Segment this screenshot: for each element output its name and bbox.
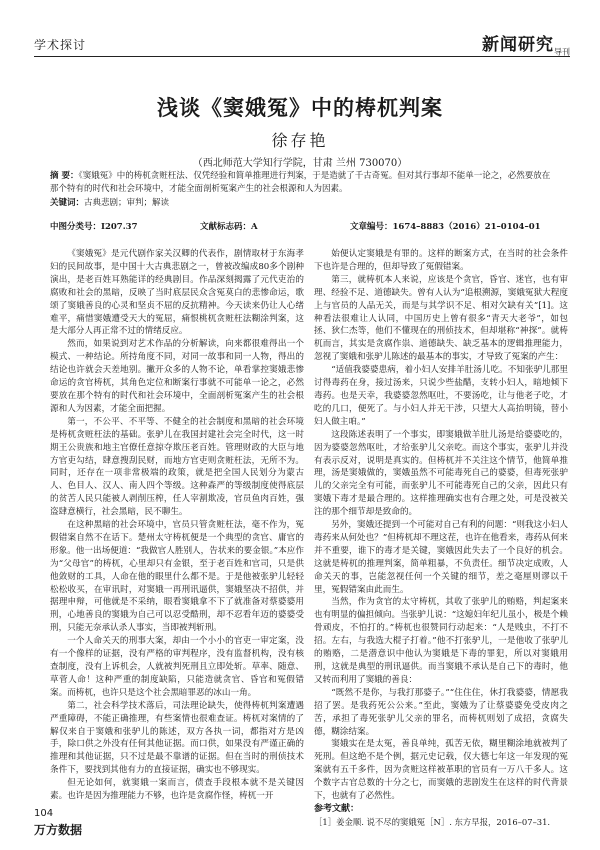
page-number: 104	[34, 808, 54, 819]
page-footer	[34, 808, 82, 838]
keywords-label: 关键词：	[50, 198, 85, 208]
paragraph: 然而，如果说到对艺术作品的分析解读，向来都很难得出一个模式、一种结论。所持角度不同，对同一故事和同一人物，得出的结论也许就会天差地别。撇开众多的人物不论，单看掌控窦娥悲惨命运的贪官梼杌，其角色定位和断案行事就不可能单一论之，必然要放在那个特有的时代和社会环境中，全面剖析冤案产生的社会根源和人为因素，才能全面把握。	[50, 339, 304, 414]
abstract-text: 《窦娥冤》中的梼杌贪赃枉法、仅凭经验和简单推理进行判案，于是造就了千古奇冤。但对其行事却不能单一论之，必然要放在那个特有的时代和社会环境中，才能全面剖析冤案产生的社会根源和人为因素。	[50, 171, 551, 194]
paragraph: 始便认定窦娥是有罪的。这样的断案方式，在当时的社会条件下也许是合理的，但却导致了冤假错案。	[314, 249, 568, 272]
database-watermark: 万方数据	[34, 823, 83, 837]
reference-item: ［1］姜金顺. 说不尽的窦娥冤［N］. 东方早报，2016–07–31.	[314, 816, 551, 827]
quote-paragraph: “既然不是你，与我打那婆子。”“住住住，休打我婆婆，情愿我招了罢。是我药死公公来。”至此，窦娥为了让蔡婆婆免受皮肉之苦，承担了毒死张驴儿父亲的罪名，而梼杌则划了成招，贪腐失德，糊涂结案。	[314, 687, 568, 737]
header-rule	[34, 56, 570, 57]
paragraph: 但无论如何，就窦娥一案而言，债查手段根本就不是关键因素。也许是因为推理能力不够，也许是贪腐作怪，梼杌一开	[50, 778, 304, 802]
paragraph: 一个人命关天的刑事大案，却由一个小小的官吏一审定案，没有一个像样的证据，没有严格的审判程序，没有监督机构，没有核查制度，没有上诉机会，人就被判死刑且立即处斩。草率、随意、草菅人命！这种严重的制度缺陷，只能造就贪官、昏官和冤假错案。而梼杌，也许只是这个社会黑暗罪恶的冰山一角。	[50, 636, 304, 698]
abstract-block	[50, 170, 552, 211]
paragraph: 第一，不公平、不平等、不健全的社会制度和黑暗的社会环境是梼杌贪赃枉法的基础。张驴儿在我国封建社会完全时代，这一时期王公贵族和地主官僚任意掠夺欺压老百姓。管理财政的大臣与地方官吏勾结，肆意搜刮民财，而地方官吏则贪赃枉法，无所不为。同时，还存在一项非常极端的政策，就是把全国人民划分为蒙古人、色目人、汉人、南人四个等级。这种森严的等级制度使得底层的贫苦人民只能被人剥削压榨，任人宰割欺凌，官员鱼肉百姓，强盗肆意横行，社会黑暗，民不聊生。	[50, 416, 304, 518]
paragraph: 《窦娥冤》是元代剧作家关汉卿的代表作，剧情取材于东海孝妇的民间故事，是中国十大古典悲剧之一，曾被改编成80多个剧种演出，是老百姓耳熟能详的经典剧目。作品深刻揭露了元代吏治的腐败和社会的黑暗，反映了当时底层民众含冤莫白的悲惨命运，歌颂了窦娥善良的心灵和坚贞不屈的反抗精神。今天读来仍让人心绪难平，痛惜窦娥遭受天大的冤屈，痛恨桃杌贪赃枉法糊涂判案，这是大部分人再正常不过的情绪反应。	[50, 249, 304, 337]
article-number: 文章编号：1674–8883（2016）21–0104–01	[350, 222, 541, 232]
document-code: 文献标志码：A	[200, 222, 258, 232]
journal-name: 新闻研究	[482, 35, 554, 55]
references-title: 参考文献：	[314, 803, 360, 814]
article-author: 徐存艳	[271, 131, 329, 150]
paragraph: 这段陈述表明了一个事实，即窦娥做羊肚儿汤是给婆婆吃的，因为婆婆忽然呕吐，才给张驴儿父亲吃。而这个事实，张驴儿并没有表示反对，说明是真实的。但梼杌并不关注这个情节，他简单推理，汤是窦娥做的，窦娥虽然不可能毒死自己的婆婆，但毒死张驴儿的父亲完全有可能，而张驴儿不可能毒死自己的父亲，因此只有窦娥下毒才是最合理的。这样推理确实也有合理之处，可是没被关注的那个细节却是致命的。	[314, 429, 568, 518]
journal-name-sub: 导刊	[554, 47, 570, 57]
paragraph: 窦娥实在是太冤，善良单纯，孤苦无依，糊里糊涂地就被判了死刑。但这绝不是个例，据元史记载，仅大德七年这一年发现的冤案就有五千多件，因为贪赃这样被革职的官员有一万八千多人。这个数字古官总数的十分之七，而窦娥的悲剧发生在这样的时代背景下，也就有了必然性。	[314, 739, 568, 802]
paragraph: 当然，作为贪官的太守梼杌，其收了张驴儿的贿赂，判起案来也有明显的偏担倾向。当张驴儿说：“这媳妇年纪儿虽小，极是个赖骨顽皮，不怕打的。”梼杌也很赞同行动起来：“人是贱虫，不打不招。左右，与我选大棍子打着。”他不打张驴儿，一是他收了张驴儿的贿赂，二是潜意识中他认为窦娥是下毒的罪犯，所以对窦娥用刑，这就是典型的刑讯逼供。而当窦娥不承认是自己下的毒时，他又转而利用了窦娥的善良：	[314, 597, 568, 685]
paragraph: 另外，窦娥还提到一个可能对自己有利的问题：“则我这小妇人毒药来从何处也？”但梼杌却不理这茬，也许在他看来，毒药从何来并不重要，谁下的毒才是关键，窦娥因此失去了一个良好的机会。这就是梼杌的推理判案，简单粗暴，不负责任。细节决定成败，人命关天的事，岂能忽视任何一个关键的细节，差之毫厘则谬以千里，冤假错案由此而生。	[314, 520, 568, 595]
paragraph: 第二，社会科学技术落后，司法理论缺失，使得梼杌判案遭遇严重障碍，不能正确推理，有些案情也很难查证。梼杌对案情的了解仅来自于窦娥和张驴儿的陈述，双方各执一词，都指对方是凶手，除口供之外没有任何其他证据。而口供，如果没有严谨正确的推理和其他证据，只不过是最不靠谱的证据。但在当时的刑侦技术条件下，要找到其他有力的直接证据，确实也不够现实。	[50, 700, 304, 776]
paragraph: 第三，就梼杌本人来说，应该是个贪官，昏官、迷官，也有审理、经验不足、道德缺失。曾有人认为“追根溯源，窦娥冤狱大程度上与官员的人品无关，而是与其学识不足、相对欠缺有关”[1]。这种看法很难让人认同，中国历史上曾有很多“青天大老爷”，如包拯、狄仁杰等，他们不懂现在的刑侦技术，但却堪称“神探”。就梼杌而言，其实是贪腐作祟、道德缺失、缺乏基本的逻辑推理能力，忽视了窦娥和张驴儿陈述的最基本的事实，才导致了冤案的产生：	[314, 274, 568, 363]
keywords-text: 古典悲剧；审判；解读	[84, 198, 170, 208]
column-label: 学术探讨	[34, 38, 87, 52]
clc-number: 中图分类号：I207.37	[50, 222, 138, 232]
journal-brand	[482, 30, 570, 57]
running-header	[34, 24, 570, 58]
author-affiliation: （西北师范大学知行学院，甘肃 兰州 730070）	[192, 158, 408, 169]
keywords	[50, 197, 552, 210]
abstract	[50, 170, 552, 196]
paragraph: 在这种黑暗的社会环境中，官员只管贪赃枉法，毫不作为，冤假错案自然不在话下。楚州太守梼杌便是一个典型的贪官、庸官的形象。他一出场便道：“我做官人胜别人，告状来的要金银。”本应作为“父母官”的梼杌，心里却只有金银，至于老百姓和官司，只是供他敛财的工具，人命在他的眼里什么都不是。于是他被张驴儿轻轻松松收买，在审讯时，对窦娥一再刑讯逼供，窦娥坚决不招供，并据理申辩，可他就是不采纳，眼看窦娥拿不下了就准备对蔡婆婆用刑，心地善良的窦娥为自己可以忍受酷刑，却不忍看年迈的婆婆受刑，只能无奈承认杀人事实，当即被判斩刑。	[50, 520, 304, 634]
body-column-right	[314, 248, 568, 829]
quote-paragraph: “适值我婆婆患病，着小妇人安排羊肚汤儿吃。不知张驴儿那里讨得毒药在身，接过汤来，只说少些盐醋，支转小妇人，暗地倾下毒药。也是天幸，我婆婆忽然呕吐，不要汤吃，让与他老子吃，才吃的几口，便死了。与小妇人并无干涉，只望大人高抬明镜，替小妇人做主咱。”	[314, 365, 568, 427]
abstract-label: 摘 要：	[50, 171, 79, 181]
article-title: 浅谈《窦娥冤》中的梼杌判案	[157, 96, 443, 120]
body-column-left	[50, 248, 304, 803]
